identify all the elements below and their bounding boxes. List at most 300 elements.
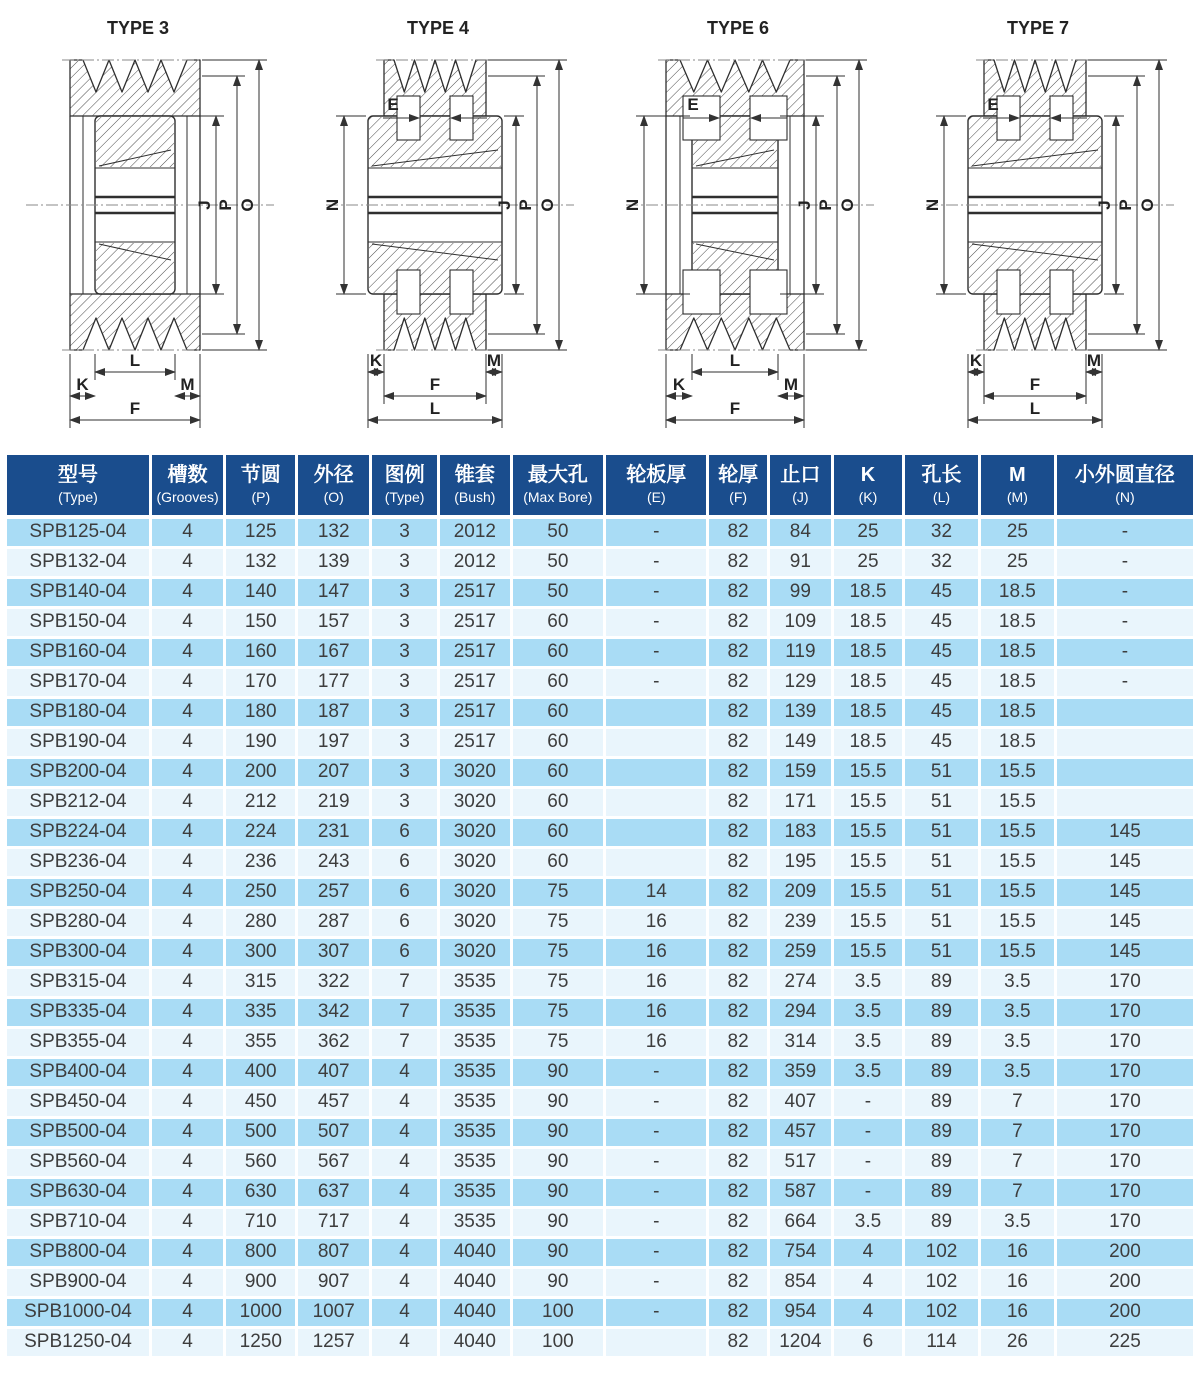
table-cell: 15.5	[832, 847, 903, 877]
table-cell: 51	[904, 787, 980, 817]
table-cell: 231	[297, 817, 371, 847]
dim-label-e: E	[687, 95, 699, 114]
table-cell: SPB125-04	[7, 517, 151, 548]
table-cell: 82	[708, 547, 768, 577]
table-cell: 190	[225, 727, 297, 757]
table-row	[7, 907, 1193, 937]
table-cell	[605, 697, 708, 727]
table-cell: 322	[297, 967, 371, 997]
table-cell	[605, 757, 708, 787]
table-cell	[1055, 787, 1193, 817]
table-cell: 219	[297, 787, 371, 817]
dim-label-o: O	[538, 198, 557, 212]
table-cell: -	[1055, 667, 1193, 697]
table-cell: 4	[151, 967, 225, 997]
table-cell: 200	[225, 757, 297, 787]
table-cell: 1000	[225, 1297, 297, 1327]
table-cell: 3535	[439, 997, 511, 1027]
table-cell: 82	[708, 697, 768, 727]
table-cell: 60	[511, 817, 605, 847]
column-header-en: (M)	[1006, 489, 1028, 505]
table-cell: 4	[151, 697, 225, 727]
table-cell: 507	[297, 1117, 371, 1147]
table-cell: 4	[151, 1297, 225, 1327]
table-cell: 45	[904, 637, 980, 667]
table-cell: 18.5	[979, 667, 1055, 697]
dim-label-j: J	[795, 200, 814, 210]
table-cell: 159	[768, 757, 832, 787]
table-cell: 51	[904, 757, 980, 787]
table-cell: 75	[511, 997, 605, 1027]
table-cell: 236	[225, 847, 297, 877]
dim-label-e: E	[387, 95, 399, 114]
table-cell: 82	[708, 1027, 768, 1057]
dim-label-p: P	[816, 199, 835, 211]
table-cell: 90	[511, 1237, 605, 1267]
table-cell: 4	[370, 1207, 438, 1237]
table-cell: 4	[151, 1207, 225, 1237]
column-header-zh: 图例	[384, 464, 425, 486]
table-cell: SPB335-04	[7, 997, 151, 1027]
table-cell: -	[1055, 637, 1193, 667]
table-cell: 132	[225, 547, 297, 577]
table-cell: 82	[708, 1117, 768, 1147]
table-cell: 14	[605, 877, 708, 907]
table-cell: 102	[904, 1237, 980, 1267]
table-cell: 16	[605, 997, 708, 1027]
table-cell: 4	[151, 1027, 225, 1057]
table-cell: 129	[768, 667, 832, 697]
table-cell: 4	[151, 637, 225, 667]
table-row	[7, 1327, 1193, 1357]
table-cell: 6	[370, 907, 438, 937]
table-cell: SPB224-04	[7, 817, 151, 847]
table-cell: 4	[370, 1177, 438, 1207]
column-header	[439, 455, 511, 517]
column-header-zh: 小外圆直径	[1074, 464, 1175, 486]
table-cell: 82	[708, 517, 768, 548]
table-cell: 4	[151, 877, 225, 907]
table-cell: 1007	[297, 1297, 371, 1327]
table-cell: 4	[151, 1267, 225, 1297]
table-cell: 139	[768, 697, 832, 727]
table-cell: -	[1055, 577, 1193, 607]
column-header-en: (F)	[729, 489, 748, 505]
table-cell: 3.5	[832, 1207, 903, 1237]
table-row	[7, 547, 1193, 577]
dim-label-l: L	[729, 351, 741, 370]
table-cell: 362	[297, 1027, 371, 1057]
pulley-diagram-type-3	[0, 0, 300, 455]
table-cell: 4	[151, 1237, 225, 1267]
dim-label-n: N	[623, 198, 642, 212]
table-cell: 3	[370, 637, 438, 667]
specifications-table	[7, 455, 1193, 1359]
table-cell: 171	[768, 787, 832, 817]
table-cell: 7	[979, 1117, 1055, 1147]
dim-label-o: O	[838, 198, 857, 212]
table-cell: 82	[708, 997, 768, 1027]
table-cell: 900	[225, 1267, 297, 1297]
table-cell: -	[605, 577, 708, 607]
table-cell: 32	[904, 547, 980, 577]
table-cell: SPB236-04	[7, 847, 151, 877]
table-row	[7, 937, 1193, 967]
table-cell: 18.5	[979, 577, 1055, 607]
table-cell: -	[605, 1207, 708, 1237]
table-cell: 51	[904, 817, 980, 847]
table-cell: 800	[225, 1237, 297, 1267]
column-header-zh: 型号	[58, 464, 98, 486]
table-cell: 4040	[439, 1297, 511, 1327]
table-cell: -	[605, 1297, 708, 1327]
table-cell: 160	[225, 637, 297, 667]
table-cell: 3535	[439, 1027, 511, 1057]
table-cell: 82	[708, 937, 768, 967]
table-cell: 4	[832, 1297, 903, 1327]
table-row	[7, 697, 1193, 727]
table-cell: 4	[151, 1087, 225, 1117]
table-cell: 342	[297, 997, 371, 1027]
table-cell: 82	[708, 757, 768, 787]
column-header-zh: 孔长	[921, 464, 962, 486]
table-cell: 200	[1055, 1297, 1193, 1327]
column-header	[297, 455, 371, 517]
column-header	[605, 455, 708, 517]
table-cell: 3.5	[979, 1207, 1055, 1237]
dim-label-k: K	[76, 375, 89, 394]
pulley-diagram-type-4	[300, 0, 600, 455]
table-cell: 4	[151, 1117, 225, 1147]
table-cell: 4	[151, 907, 225, 937]
table-cell: 400	[225, 1057, 297, 1087]
table-cell: 75	[511, 907, 605, 937]
table-cell: 51	[904, 847, 980, 877]
table-cell: 4	[151, 667, 225, 697]
column-header	[979, 455, 1055, 517]
table-cell: 225	[1055, 1327, 1193, 1357]
table-cell: 6	[370, 817, 438, 847]
column-header-zh: K	[860, 464, 876, 486]
table-cell: SPB212-04	[7, 787, 151, 817]
table-row	[7, 1297, 1193, 1327]
table-cell: 359	[768, 1057, 832, 1087]
column-header	[1055, 455, 1193, 517]
table-cell: 18.5	[979, 637, 1055, 667]
table-cell	[605, 817, 708, 847]
table-cell: 89	[904, 1057, 980, 1087]
table-cell: 16	[605, 967, 708, 997]
table-cell: 89	[904, 1117, 980, 1147]
table-cell: 6	[370, 847, 438, 877]
table-row	[7, 787, 1193, 817]
column-header-en: (Grooves)	[156, 489, 219, 505]
table-cell	[605, 787, 708, 817]
table-cell: 3020	[439, 877, 511, 907]
table-cell: 7	[979, 1177, 1055, 1207]
table-cell: 4040	[439, 1327, 511, 1357]
table-cell: 18.5	[832, 667, 903, 697]
table-cell: 355	[225, 1027, 297, 1057]
table-cell: 907	[297, 1267, 371, 1297]
table-cell: SPB250-04	[7, 877, 151, 907]
table-cell: 2517	[439, 667, 511, 697]
table-row	[7, 637, 1193, 667]
table-cell: 16	[605, 1027, 708, 1057]
table-cell: 4	[370, 1267, 438, 1297]
table-cell: 75	[511, 1027, 605, 1057]
dim-label-m: M	[180, 375, 195, 394]
table-cell: 3	[370, 667, 438, 697]
column-header-en: (Max Bore)	[523, 489, 593, 505]
table-cell: 82	[708, 607, 768, 637]
table-cell: 100	[511, 1297, 605, 1327]
table-cell: 259	[768, 937, 832, 967]
table-cell: SPB300-04	[7, 937, 151, 967]
table-cell: 3.5	[832, 967, 903, 997]
table-row	[7, 1147, 1193, 1177]
table-cell: 287	[297, 907, 371, 937]
column-header-zh: 外径	[313, 464, 354, 486]
table-cell: 183	[768, 817, 832, 847]
table-cell: 717	[297, 1207, 371, 1237]
dim-label-l: L	[429, 399, 441, 418]
table-cell: SPB1000-04	[7, 1297, 151, 1327]
table-cell: 3020	[439, 787, 511, 817]
table-cell: 119	[768, 637, 832, 667]
table-cell: SPB140-04	[7, 577, 151, 607]
table-cell: SPB500-04	[7, 1117, 151, 1147]
table-cell: 3.5	[979, 1057, 1055, 1087]
table-cell: -	[605, 1177, 708, 1207]
table-cell: 16	[605, 937, 708, 967]
table-cell: 82	[708, 1177, 768, 1207]
dim-label-f: F	[1029, 375, 1041, 394]
table-cell: -	[832, 1087, 903, 1117]
table-cell: 307	[297, 937, 371, 967]
dim-label-k: K	[672, 375, 686, 394]
table-row	[7, 1177, 1193, 1207]
table-cell: 170	[1055, 1147, 1193, 1177]
table-cell: 4040	[439, 1267, 511, 1297]
table-cell: 51	[904, 907, 980, 937]
table-cell: 195	[768, 847, 832, 877]
table-cell: 15.5	[979, 847, 1055, 877]
table-cell: 4	[151, 547, 225, 577]
table-cell: 177	[297, 667, 371, 697]
column-header	[370, 455, 438, 517]
table-cell: 239	[768, 907, 832, 937]
table-cell: 200	[1055, 1237, 1193, 1267]
table-cell: 3020	[439, 817, 511, 847]
table-cell: -	[1055, 517, 1193, 548]
table-row	[7, 577, 1193, 607]
column-header-zh: 最大孔	[527, 464, 588, 486]
table-cell	[1055, 727, 1193, 757]
table-cell: 90	[511, 1057, 605, 1087]
table-cell: 3535	[439, 1177, 511, 1207]
table-cell: 50	[511, 517, 605, 548]
table-cell: 60	[511, 727, 605, 757]
table-cell: 3535	[439, 1087, 511, 1117]
table-cell: -	[605, 1057, 708, 1087]
table-row	[7, 817, 1193, 847]
table-cell: 3535	[439, 1057, 511, 1087]
table-cell: 7	[370, 997, 438, 1027]
table-cell: 517	[768, 1147, 832, 1177]
table-cell: 170	[1055, 967, 1193, 997]
table-cell: 45	[904, 577, 980, 607]
table-cell: 99	[768, 577, 832, 607]
table-cell: 82	[708, 847, 768, 877]
table-cell: 4	[370, 1147, 438, 1177]
table-cell: 18.5	[979, 727, 1055, 757]
pulley-diagram-type-6	[600, 0, 900, 455]
table-cell: 145	[1055, 877, 1193, 907]
table-cell: 170	[1055, 1057, 1193, 1087]
table-cell: 82	[708, 787, 768, 817]
table-cell: 4	[151, 847, 225, 877]
header-row	[7, 455, 1193, 517]
table-row	[7, 667, 1193, 697]
table-row	[7, 727, 1193, 757]
table-cell: 90	[511, 1087, 605, 1117]
table-cell: 2517	[439, 637, 511, 667]
table-row	[7, 1237, 1193, 1267]
table-cell: 18.5	[832, 697, 903, 727]
table-cell: SPB190-04	[7, 727, 151, 757]
table-cell: 60	[511, 847, 605, 877]
table-cell: 15.5	[832, 817, 903, 847]
table-cell: 60	[511, 697, 605, 727]
table-cell: 224	[225, 817, 297, 847]
table-cell: 60	[511, 787, 605, 817]
diagram-title: TYPE 7	[1006, 18, 1070, 38]
table-cell: 954	[768, 1297, 832, 1327]
table-cell: 167	[297, 637, 371, 667]
table-cell: 82	[708, 877, 768, 907]
table-cell: 89	[904, 1207, 980, 1237]
column-header	[832, 455, 903, 517]
table-cell: SPB280-04	[7, 907, 151, 937]
table-cell: 200	[1055, 1267, 1193, 1297]
table-cell: 710	[225, 1207, 297, 1237]
table-cell: 4	[151, 577, 225, 607]
table-cell: 4	[151, 1057, 225, 1087]
table-row	[7, 1057, 1193, 1087]
table-cell: 18.5	[979, 697, 1055, 727]
table-cell: 300	[225, 937, 297, 967]
table-cell: SPB900-04	[7, 1267, 151, 1297]
table-cell: 100	[511, 1327, 605, 1357]
table-cell: 243	[297, 847, 371, 877]
table-cell: 180	[225, 697, 297, 727]
table-cell: 82	[708, 1297, 768, 1327]
table-cell: 209	[768, 877, 832, 907]
table-cell: 257	[297, 877, 371, 907]
table-cell: 75	[511, 937, 605, 967]
column-header	[708, 455, 768, 517]
table-cell: 567	[297, 1147, 371, 1177]
table-cell: 102	[904, 1297, 980, 1327]
table-cell: 3535	[439, 1207, 511, 1237]
table-cell: 45	[904, 727, 980, 757]
table-cell: 75	[511, 877, 605, 907]
table-cell: 3020	[439, 757, 511, 787]
table-cell: 7	[370, 967, 438, 997]
table-cell: 45	[904, 667, 980, 697]
table-cell: 82	[708, 667, 768, 697]
table-cell: 407	[297, 1057, 371, 1087]
table-cell: 18.5	[832, 577, 903, 607]
table-cell: 170	[1055, 1177, 1193, 1207]
table-cell: 125	[225, 517, 297, 548]
table-cell: 16	[979, 1267, 1055, 1297]
table-cell: -	[832, 1147, 903, 1177]
table-cell: 15.5	[979, 817, 1055, 847]
table-cell: 157	[297, 607, 371, 637]
dim-label-p: P	[1116, 199, 1135, 211]
table-cell: 145	[1055, 847, 1193, 877]
table-cell: 82	[708, 967, 768, 997]
table-row	[7, 607, 1193, 637]
table-cell: 32	[904, 517, 980, 548]
table-cell: 82	[708, 637, 768, 667]
diagram-title: TYPE 4	[406, 18, 470, 38]
table-cell: 114	[904, 1327, 980, 1357]
table-cell: -	[832, 1117, 903, 1147]
table-cell: -	[605, 1087, 708, 1117]
dim-label-j: J	[495, 200, 514, 210]
table-cell: 15.5	[979, 937, 1055, 967]
table-cell: 664	[768, 1207, 832, 1237]
table-cell: 82	[708, 1267, 768, 1297]
table-cell: 7	[370, 1027, 438, 1057]
dim-label-f: F	[129, 399, 141, 418]
table-cell: 280	[225, 907, 297, 937]
table-cell: 82	[708, 727, 768, 757]
dim-label-f: F	[729, 399, 741, 418]
table-cell: 3.5	[832, 1027, 903, 1057]
table-cell: 15.5	[979, 787, 1055, 817]
table-cell: 82	[708, 1147, 768, 1177]
column-header-en: (K)	[858, 489, 878, 505]
column-header-en: (J)	[792, 489, 809, 505]
table-cell: 50	[511, 577, 605, 607]
table-cell: 4040	[439, 1237, 511, 1267]
table-cell: 15.5	[979, 877, 1055, 907]
table-cell: 6	[370, 937, 438, 967]
table-cell: 4	[151, 607, 225, 637]
table-cell: SPB315-04	[7, 967, 151, 997]
column-header-en: (Type)	[58, 489, 98, 505]
table-cell: SPB1250-04	[7, 1327, 151, 1357]
table-cell: 89	[904, 967, 980, 997]
table-cell: SPB710-04	[7, 1207, 151, 1237]
table-cell: 3	[370, 517, 438, 548]
dim-label-m: M	[1086, 351, 1102, 370]
dim-label-m: M	[783, 375, 799, 394]
table-cell: SPB355-04	[7, 1027, 151, 1057]
table-cell: 4	[370, 1297, 438, 1327]
table-cell: 25	[979, 517, 1055, 548]
table-cell: 2012	[439, 547, 511, 577]
table-cell: SPB160-04	[7, 637, 151, 667]
table-cell: 16	[979, 1237, 1055, 1267]
table-cell	[1055, 757, 1193, 787]
table-cell	[1055, 697, 1193, 727]
column-header-zh: 锥套	[454, 464, 495, 486]
